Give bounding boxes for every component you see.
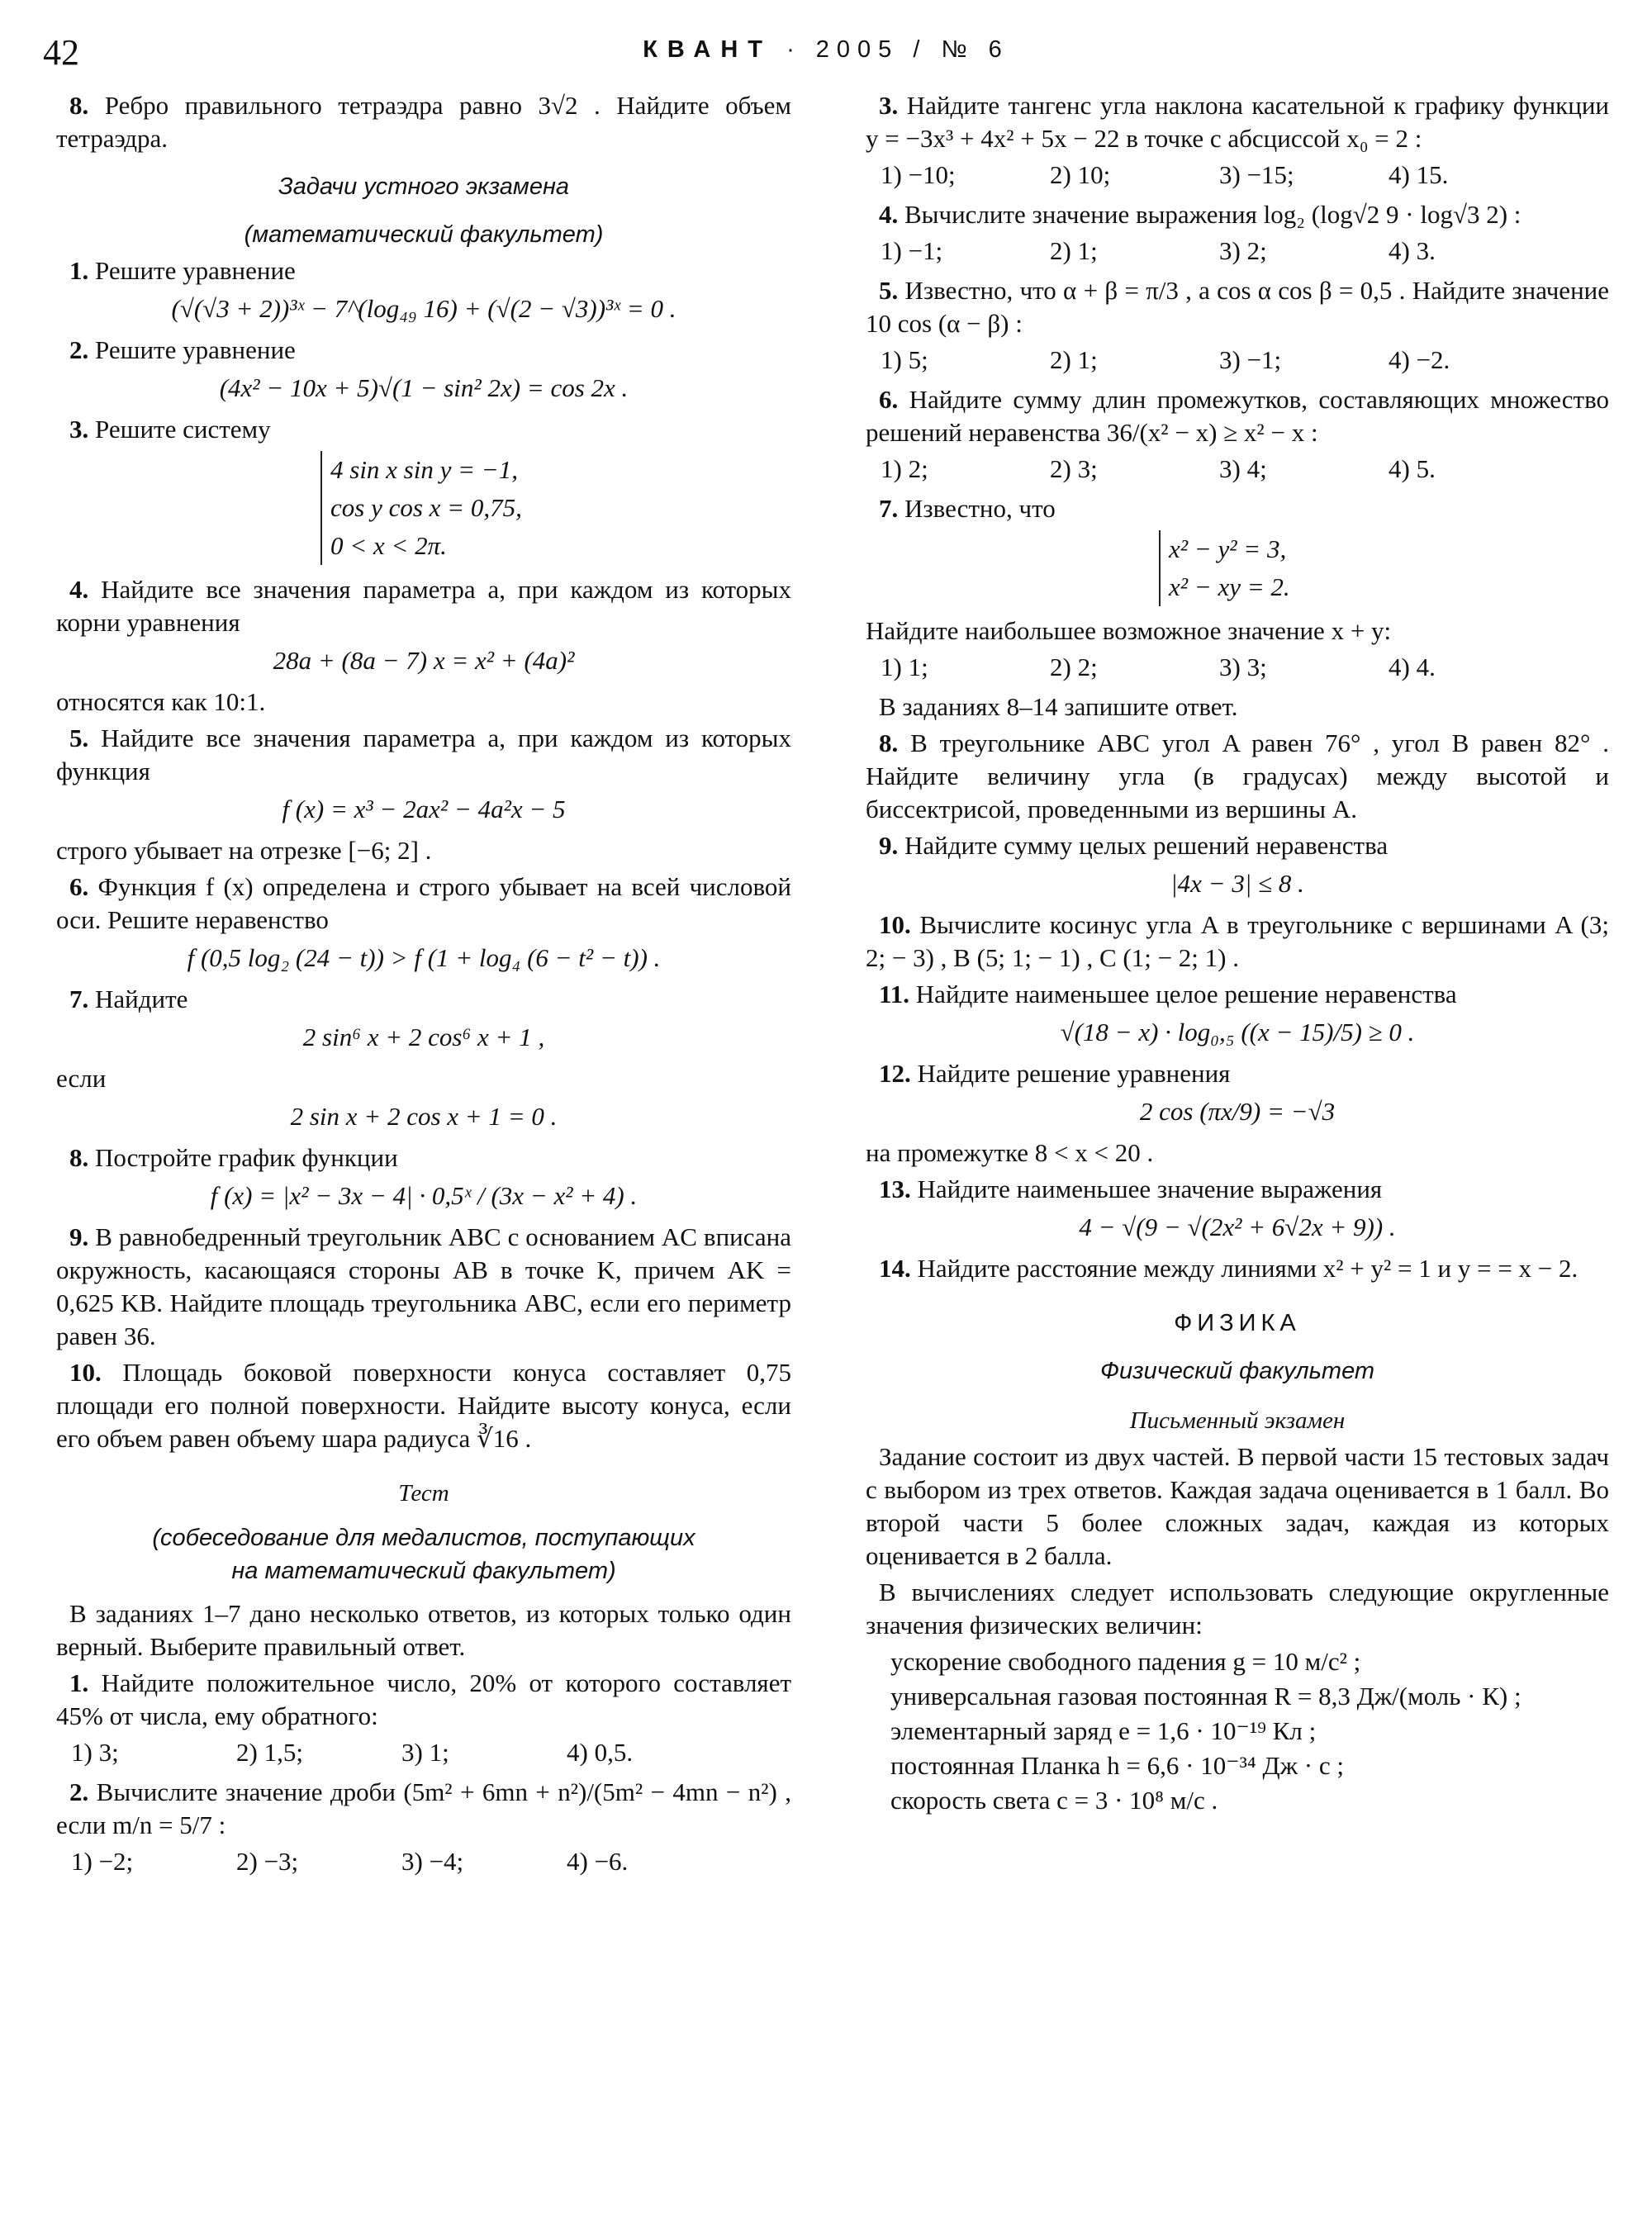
option: 4) −2. <box>1389 345 1450 374</box>
oral-problem-5-equation: f (x) = x³ − 2ax² − 4a²x − 5 <box>282 795 566 823</box>
option: 2) 10; <box>1050 160 1111 189</box>
option: 4) 5. <box>1389 454 1436 483</box>
oral-problem-4-after: относятся как 10:1. <box>56 687 266 716</box>
option: 3) 4; <box>1219 454 1267 483</box>
test-intro: В заданиях 1–7 дано несколько ответов, из которых только один верный. Выберите правильный ответ. <box>56 1599 791 1661</box>
journal-name: КВАНТ <box>643 36 773 63</box>
test-problem-2: 2. Вычислите значение дроби (5m² + 6mn + n²)/(5m² − 4mn − n²) , если m/n = 5/7 : <box>56 1777 792 1839</box>
test-problem-9-equation: |4x − 3| ≤ 8 . <box>1170 869 1304 898</box>
oral-exam-title: Задачи устного экзамена <box>278 173 570 200</box>
option: 3) −1; <box>1219 345 1282 374</box>
written-exam-title: Письменный экзамен <box>1129 1407 1346 1434</box>
option: 3) 2; <box>1219 236 1267 265</box>
test-problem-12-equation: 2 cos (πx/9) = −√3 <box>1139 1097 1336 1126</box>
oral-problem-3: 3. Решите систему <box>69 415 271 444</box>
test-problem-8: 8. В треугольнике ABC угол A равен 76° , угол B равен 82° . Найдите величину угла (в градусах) между высотой и биссектрисой, проведенными из вершины A. <box>866 728 1609 823</box>
option: 2) 1; <box>1050 236 1098 265</box>
test-problem-1-options <box>71 1736 791 1769</box>
page-header <box>43 31 1609 81</box>
oral-problem-1: 1. Решите уравнение <box>69 256 296 285</box>
problem-8-written: 8. Ребро правильного тетраэдра равно 3√2 . Найдите объем тетраэдра. <box>56 91 791 153</box>
oral-problem-4-equation: 28a + (8a − 7) x = x² + (4a)² <box>273 646 575 675</box>
test-problem-3: 3. Найдите тангенс угла наклона касательной к графику функции y = −3x³ + 4x² + 5x − 22 в точке с абсциссой x₀ = 2 : <box>866 91 1609 153</box>
journal-title <box>43 36 1609 64</box>
list-item: ускорение свободного падения g = 10 м/с² ; <box>890 1647 1361 1676</box>
test-problem-2-options <box>71 1845 791 1878</box>
test-problem-5-options <box>881 344 1609 377</box>
test-subtitle-2: на математический факультет) <box>231 1558 616 1584</box>
option: 1) −10; <box>881 160 956 189</box>
test-problem-3-options <box>881 159 1609 192</box>
oral-problem-7-equation-2: 2 sin x + 2 cos x + 1 = 0 . <box>290 1102 558 1131</box>
oral-problem-6: 6. Функция f (x) определена и строго убывает на всей числовой оси. Решите неравенство <box>56 872 791 934</box>
option: 4) 3. <box>1389 236 1436 265</box>
list-item: элементарный заряд e = 1,6 · 10⁻¹⁹ Кл ; <box>890 1716 1317 1745</box>
test-problem-12-after: на промежутке 8 < x < 20 . <box>866 1138 1154 1167</box>
oral-problem-5: 5. Найдите все значения параметра a, при каждом из которых функция <box>56 724 791 785</box>
list-item: скорость света c = 3 · 10⁸ м/с . <box>890 1786 1218 1815</box>
option: 2) 1,5; <box>236 1738 303 1767</box>
physics-paragraph-2: В вычислениях следует использовать следующие округленные значения физических величин: <box>866 1578 1609 1639</box>
list-item: постоянная Планка h = 6,6 · 10⁻³⁴ Дж · с ; <box>890 1751 1344 1780</box>
option: 4) −6. <box>567 1847 629 1876</box>
list-item: универсальная газовая постоянная R = 8,3 Дж/(моль · К) ; <box>890 1682 1521 1711</box>
option: 3) 1; <box>401 1738 449 1767</box>
test-problem-13: 13. Найдите наименьшее значение выражения <box>879 1174 1383 1203</box>
test-problem-6-options <box>881 453 1609 486</box>
oral-problem-2-equation: (4x² − 10x + 5)√(1 − sin² 2x) = cos 2x . <box>219 373 629 402</box>
physics-title: ФИЗИКА <box>1174 1310 1301 1336</box>
test-problem-14: 14. Найдите расстояние между линиями x² + y² = 1 и y = = x − 2. <box>879 1254 1578 1283</box>
test-title: Тест <box>398 1480 449 1507</box>
test-problem-11: 11. Найдите наименьшее целое решение неравенства <box>879 980 1457 1008</box>
oral-problem-7-mid: если <box>56 1064 107 1093</box>
option: 4) 4. <box>1389 652 1436 681</box>
oral-problem-4: 4. Найдите все значения параметра a, при каждом из которых корни уравнения <box>56 575 791 637</box>
right-column <box>866 89 1609 1819</box>
test-problem-9: 9. Найдите сумму целых решений неравенства <box>879 831 1389 860</box>
oral-problem-5-after: строго убывает на отрезке [−6; 2] . <box>56 836 432 865</box>
option: 1) −1; <box>881 236 943 265</box>
oral-problem-6-equation: f (0,5 log₂ (24 − t)) > f (1 + log₄ (6 − t² − t)) . <box>187 943 661 972</box>
test-problem-7-system: x² − y² = 3, x² − xy = 2. <box>1159 530 1334 606</box>
option: 3) −4; <box>401 1847 464 1876</box>
test-problem-11-equation: √(18 − x) · log₀,₅ ((x − 15)/5) ≥ 0 . <box>1060 1018 1415 1046</box>
option: 1) 3; <box>71 1738 119 1767</box>
option: 1) −2; <box>71 1847 134 1876</box>
option: 1) 5; <box>881 345 928 374</box>
oral-problem-8: 8. Постройте график функции <box>69 1143 398 1172</box>
test-subtitle-1: (собеседование для медалистов, поступающих <box>152 1525 695 1551</box>
option: 4) 15. <box>1389 160 1449 189</box>
option: 1) 1; <box>881 652 928 681</box>
option: 2) 3; <box>1050 454 1098 483</box>
oral-problem-1-equation: (√(√3 + 2))³ˣ − 7^(log₄₉ 16) + (√(2 − √3))³ˣ = 0 . <box>171 294 676 323</box>
test-problem-12: 12. Найдите решение уравнения <box>879 1059 1231 1088</box>
test-problem-6: 6. Найдите сумму длин промежутков, составляющих множество решений неравенства 36/(x² − x) ≥ x² − x : <box>866 385 1610 447</box>
option: 1) 2; <box>881 454 928 483</box>
oral-exam-subtitle: (математический факультет) <box>244 221 604 248</box>
test-problem-5: 5. Известно, что α + β = π/3 , а cos α cos β = 0,5 . Найдите значение 10 cos (α − β) : <box>866 276 1610 338</box>
oral-problem-3-system: 4 sin x sin y = −1, cos y cos x = 0,75, 0 < x < 2π. <box>320 451 545 565</box>
issue-label: · 2005 / № 6 <box>786 36 1009 63</box>
oral-problem-8-equation: f (x) = |x² − 3x − 4| · 0,5ˣ / (3x − x² + 4) . <box>210 1181 638 1210</box>
test-problem-10: 10. Вычислите косинус угла A в треугольнике с вершинами A (3; 2; − 3) , B (5; 1; − 1) , C (1; − 2; 1) . <box>866 910 1609 972</box>
test-problem-7-after: Найдите наибольшее возможное значение x + y: <box>866 616 1392 645</box>
test-problem-1: 1. Найдите положительное число, 20% от которого составляет 45% от числа, ему обратного: <box>56 1668 791 1730</box>
left-column <box>56 89 791 1885</box>
oral-problem-7-equation-1: 2 sin⁶ x + 2 cos⁶ x + 1 , <box>302 1023 545 1051</box>
option: 2) 2; <box>1050 652 1098 681</box>
option: 4) 0,5. <box>567 1738 634 1767</box>
option: 3) −15; <box>1219 160 1294 189</box>
test-problem-7-options <box>881 651 1609 684</box>
test-problem-4: 4. Вычислите значение выражения log₂ (log√2 9 · log√3 2) : <box>879 200 1521 229</box>
physics-constants-list <box>866 1645 1609 1817</box>
oral-problem-7: 7. Найдите <box>69 985 188 1013</box>
tasks-8-14-intro: В заданиях 8–14 запишите ответ. <box>879 692 1238 721</box>
physics-faculty-title: Физический факультет <box>1099 1358 1375 1384</box>
test-problem-7: 7. Известно, что <box>879 494 1056 523</box>
oral-problem-10: 10. Площадь боковой поверхности конуса составляет 0,75 площади его полной поверхности. Найдите высоту конуса, если его объем равен объему шара радиуса ∛16 . <box>56 1358 791 1453</box>
option: 2) −3; <box>236 1847 299 1876</box>
test-problem-4-options <box>881 235 1609 268</box>
option: 3) 3; <box>1219 652 1267 681</box>
page-number: 42 <box>43 32 79 73</box>
oral-problem-9: 9. В равнобедренный треугольник ABC с основанием AC вписана окружность, касающаяся стороны AB в точке K, причем AK = 0,625 KB. Найдите площадь треугольника ABC, если его периметр равен 36. <box>56 1222 791 1350</box>
test-problem-13-equation: 4 − √(9 − √(2x² + 6√2x + 9)) . <box>1079 1212 1396 1241</box>
physics-paragraph-1: Задание состоит из двух частей. В первой части 15 тестовых задач с выбором из трех ответов. Каждая задача оценивается в 1 балл. Во второй части 5 более сложных задач, каждая из которых оценивается в 2 балла. <box>866 1442 1609 1570</box>
option: 2) 1; <box>1050 345 1098 374</box>
oral-problem-2: 2. Решите уравнение <box>69 335 296 364</box>
